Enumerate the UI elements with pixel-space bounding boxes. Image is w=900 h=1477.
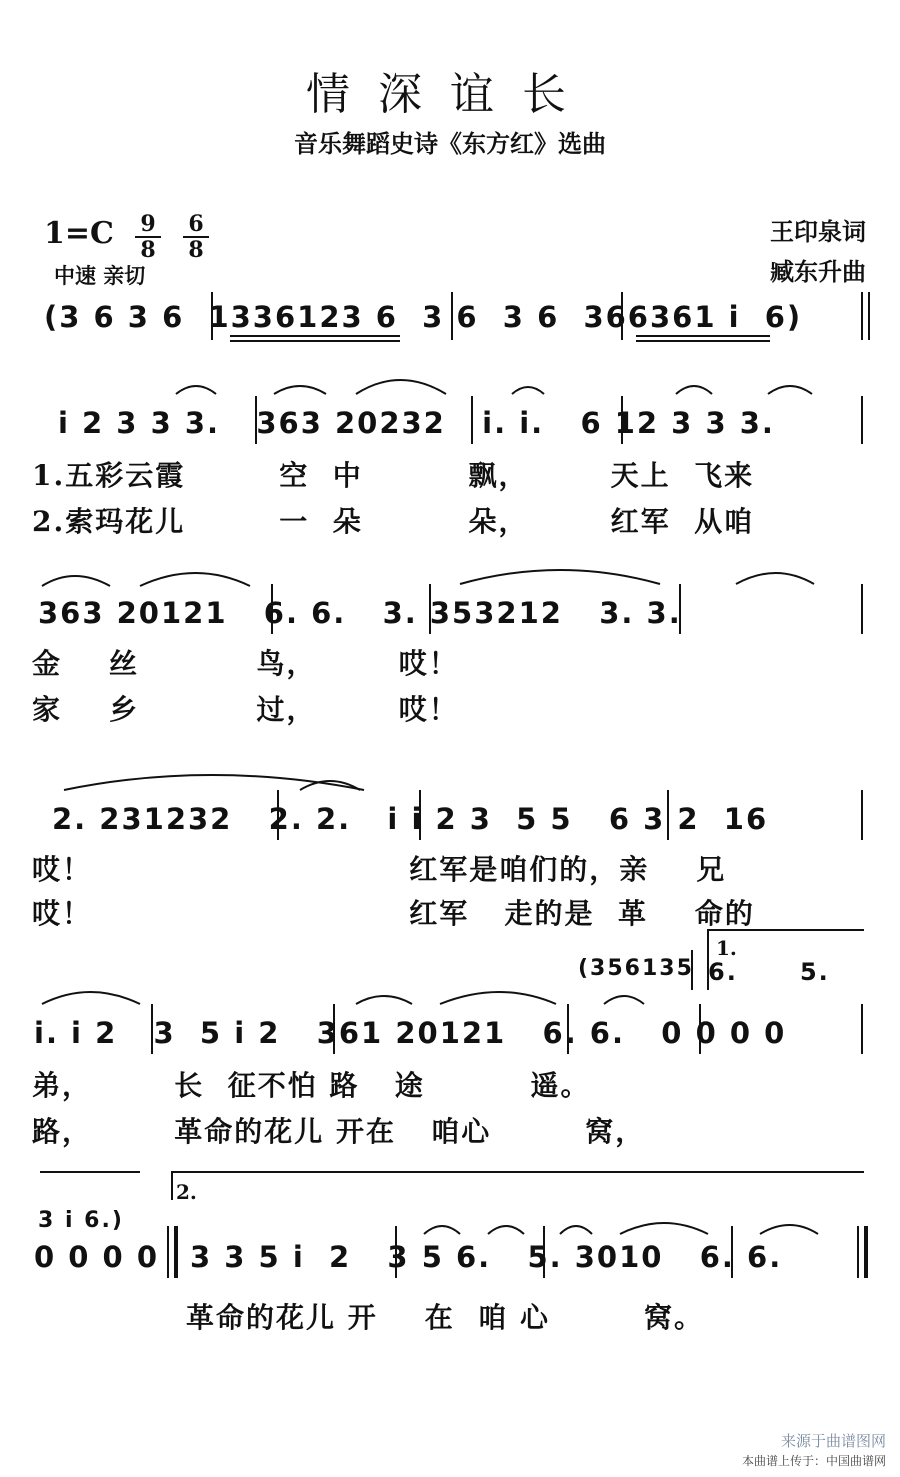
row4-notes: i. i 2 3 5 i 2 361 20121 6. 6. 0 0 0 0 bbox=[34, 1016, 787, 1050]
composer-credit: 臧东升曲 bbox=[770, 257, 866, 286]
row1-lyric-verse1: 1.五彩云霞 空 中 飘， 天上 飞来 bbox=[32, 459, 755, 492]
row4-pickup-notes: (356135 bbox=[578, 956, 694, 981]
intro-notes: (3 6 3 6 1336123 6 3 6 3 6 366361 i 6) bbox=[44, 300, 803, 334]
row3-lyric-verse1: 哎！ 红军是咱们的，亲 兄 bbox=[32, 853, 727, 886]
song-subtitle: 音乐舞蹈史诗《东方红》选曲 bbox=[294, 129, 606, 158]
key-signature: 1=C bbox=[44, 216, 114, 251]
volta-2-label: 2. bbox=[176, 1180, 197, 1204]
row5-lower-notes: 0 0 0 0 bbox=[34, 1240, 160, 1274]
watermark-source: 来源于曲谱图网 bbox=[780, 1432, 886, 1450]
tempo-marking: 中速 亲切 bbox=[54, 264, 146, 288]
row5-notes: 3 3 5 i 2 3 5 6. 5. 3010 6. 6. bbox=[190, 1240, 783, 1274]
row5-lyric: 革命的花儿 开 在 咱 心 窝。 bbox=[186, 1301, 704, 1334]
row2-lyric-verse2: 家 乡 过， 哎！ bbox=[32, 693, 459, 726]
watermark-upload: 本曲谱上传于：中国曲谱网 bbox=[741, 1454, 886, 1468]
row3-notes: 2. 231232 2. 2. i i 2 3 5 5 6 3 2 16 bbox=[52, 802, 769, 836]
row2-lyric-verse1: 金 丝 鸟， 哎！ bbox=[32, 647, 459, 680]
time-sig-1-numerator: 9 bbox=[140, 211, 156, 237]
volta-1-label: 1. bbox=[716, 936, 737, 960]
row2-notes: 363 20121 6. 6. 3. 353212 3. 3. bbox=[38, 596, 682, 630]
row1-notes: i 2 3 3 3. 363 20232 i. i. 6 12 3 3 3. bbox=[58, 406, 775, 440]
song-title: 情深谊长 bbox=[306, 69, 594, 120]
row4-lyric-verse2: 路， 革命的花儿 开在 咱心 窝， bbox=[32, 1115, 646, 1148]
lyricist-credit: 王印泉词 bbox=[770, 217, 866, 246]
row5-upper-notes: 3 i 6.) bbox=[38, 1208, 124, 1233]
time-sig-1-denominator: 8 bbox=[140, 237, 156, 263]
volta-1-notes: 6. 5. bbox=[708, 958, 830, 986]
row1-lyric-verse2: 2.索玛花儿 一 朵 朵， 红军 从咱 bbox=[32, 505, 755, 538]
time-sig-2-numerator: 6 bbox=[188, 211, 204, 237]
time-sig-2-denominator: 8 bbox=[188, 237, 204, 263]
row3-lyric-verse2: 哎！ 红军 走的是 革 命的 bbox=[32, 897, 755, 930]
row4-lyric-verse1: 弟， 长 征不怕 路 途 遥。 bbox=[32, 1069, 591, 1102]
